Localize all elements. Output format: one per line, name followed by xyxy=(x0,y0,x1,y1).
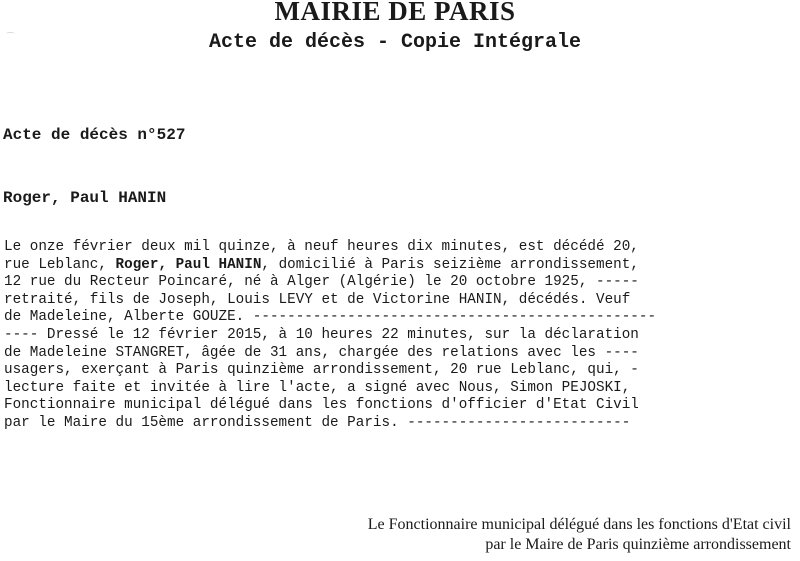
body-line: de Madeleine, Alberte GOUZE. ----------------------------------------------- xyxy=(4,309,657,326)
acte-number: Acte de décès n°527 xyxy=(3,126,186,144)
signature-line: par le Maire de Paris quinzième arrondissement xyxy=(485,536,791,553)
body-line: Le onze février deux mil quinze, à neuf heures dix minutes, est décédé 20, xyxy=(4,239,639,255)
document-title: MAIRIE DE PARIS xyxy=(274,0,516,26)
signature-line: Le Fonctionnaire municipal délégué dans les fonctions d'Etat civil xyxy=(367,516,791,533)
document-subtitle: Acte de décès - Copie Intégrale xyxy=(208,31,582,54)
body-line: Fonctionnaire municipal délégué dans les fonctions d'officier d'Etat Civil xyxy=(4,397,639,414)
body-line: usagers, exerçant à Paris quinzième arrondissement, 20 rue Leblanc, qui, - xyxy=(4,362,639,379)
body-line: ---- Dressé le 12 février 2015, à 10 heures 22 minutes, sur la déclaration xyxy=(4,326,639,343)
deceased-name-inline: Roger, Paul HANIN xyxy=(115,256,262,273)
body-line: retraité, fils de Joseph, Louis LEVY et de Victorine HANIN, décédés. Veuf xyxy=(4,291,631,308)
body-text-segment: rue Leblanc, xyxy=(4,256,116,273)
body-line: lecture faite et invitée à lire l'acte, a signé avec Nous, Simon PEJOSKI, xyxy=(4,379,631,396)
body-line: de Madeleine STANGRET, âgée de 31 ans, chargée des relations avec les ---- xyxy=(4,344,639,361)
body-line xyxy=(4,257,764,275)
signature-block xyxy=(231,515,791,555)
acte-body xyxy=(4,239,764,433)
body-line: 12 rue du Recteur Poincaré, né à Alger (Algérie) le 20 octobre 1925, ----- xyxy=(4,274,639,291)
deceased-name: Roger, Paul HANIN xyxy=(3,189,167,207)
body-line: par le Maire du 15ème arrondissement de Paris. -------------------------- xyxy=(4,414,631,431)
scan-mark: ⌒ xyxy=(6,33,16,43)
body-text-segment: , domicilié à Paris seizième arrondissement, xyxy=(261,256,639,273)
